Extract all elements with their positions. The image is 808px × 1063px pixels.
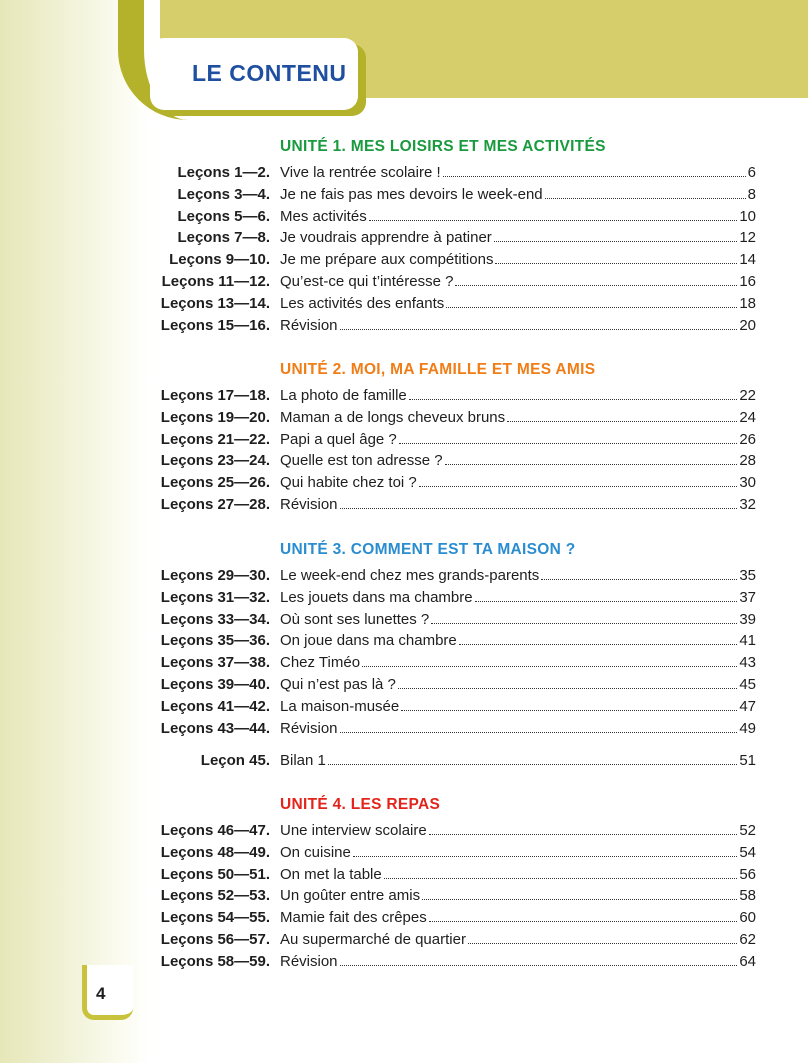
toc-entry bbox=[280, 752, 756, 769]
toc-entry bbox=[280, 164, 756, 181]
lesson-title: Qu’est-ce qui t’intéresse ? bbox=[280, 273, 454, 290]
lesson-title: Quelle est ton adresse ? bbox=[280, 452, 443, 469]
lesson-title: On met la table bbox=[280, 866, 382, 883]
toc-entry bbox=[280, 822, 756, 839]
dot-leader bbox=[446, 307, 737, 308]
lesson-title: Maman a de longs cheveux bruns bbox=[280, 409, 506, 426]
lesson-title: Papi a quel âge ? bbox=[280, 431, 397, 448]
toc-row[interactable] bbox=[0, 387, 808, 409]
lesson-number: Leçons 11—12. bbox=[161, 273, 270, 290]
dot-leader bbox=[362, 666, 737, 667]
page-ref: 43 bbox=[739, 654, 756, 671]
dot-leader bbox=[340, 508, 738, 509]
lesson-title: Je me prépare aux compétitions bbox=[280, 251, 494, 268]
toc-entry bbox=[280, 409, 756, 426]
lesson-number: Leçons 58—59. bbox=[160, 953, 270, 970]
lesson-number: Leçons 27—28. bbox=[160, 496, 270, 513]
toc-row[interactable] bbox=[0, 822, 808, 844]
toc-entry bbox=[280, 589, 756, 606]
lesson-title: On cuisine bbox=[280, 844, 351, 861]
lesson-number: Leçons 52—53. bbox=[160, 887, 270, 904]
toc-entry bbox=[280, 611, 756, 628]
dot-leader bbox=[340, 329, 738, 330]
page-ref: 45 bbox=[739, 676, 756, 693]
page-ref: 51 bbox=[739, 752, 756, 769]
toc-row[interactable] bbox=[0, 752, 808, 774]
lesson-number: Leçons 19—20. bbox=[160, 409, 270, 426]
lesson-number: Leçons 50—51. bbox=[160, 866, 270, 883]
lesson-title: Mes activités bbox=[280, 208, 367, 225]
dot-leader bbox=[401, 710, 737, 711]
dot-leader bbox=[545, 198, 746, 199]
lesson-title: Le week-end chez mes grands-parents bbox=[280, 567, 540, 584]
page-title: LE CONTENU bbox=[192, 60, 347, 86]
page-ref: 30 bbox=[739, 474, 756, 491]
page-ref: 54 bbox=[739, 844, 756, 861]
dot-leader bbox=[340, 965, 738, 966]
toc-row[interactable] bbox=[0, 632, 808, 654]
lesson-number: Leçons 54—55. bbox=[160, 909, 270, 926]
lesson-number: Leçons 23—24. bbox=[160, 452, 270, 469]
page-ref: 6 bbox=[747, 164, 756, 181]
page-ref: 62 bbox=[739, 931, 756, 948]
dot-leader bbox=[353, 856, 737, 857]
unit-title: UNITÉ 3. COMMENT EST TA MAISON ? bbox=[280, 541, 576, 558]
toc-entry bbox=[280, 720, 756, 737]
toc-entry bbox=[280, 295, 756, 312]
dot-leader bbox=[409, 399, 738, 400]
lesson-number: Leçons 21—22. bbox=[160, 431, 270, 448]
toc-row[interactable] bbox=[0, 931, 808, 953]
dot-leader bbox=[455, 285, 737, 286]
lesson-number: Leçons 46—47. bbox=[160, 822, 270, 839]
lesson-number: Leçons 17—18. bbox=[160, 387, 270, 404]
toc-entry bbox=[280, 317, 756, 334]
page-ref: 39 bbox=[739, 611, 756, 628]
lesson-number: Leçons 7—8. bbox=[177, 229, 270, 246]
page-ref: 32 bbox=[739, 496, 756, 513]
toc-entry bbox=[280, 909, 756, 926]
page-ref: 49 bbox=[739, 720, 756, 737]
lesson-title: Révision bbox=[280, 720, 338, 737]
lesson-title: Révision bbox=[280, 496, 338, 513]
lesson-number: Leçons 35—36. bbox=[160, 632, 270, 649]
page-ref: 35 bbox=[739, 567, 756, 584]
toc-row[interactable] bbox=[0, 676, 808, 698]
page-ref: 16 bbox=[739, 273, 756, 290]
dot-leader bbox=[431, 623, 737, 624]
lesson-number: Leçons 48—49. bbox=[160, 844, 270, 861]
toc-entry bbox=[280, 186, 756, 203]
lesson-title: Mamie fait des crêpes bbox=[280, 909, 427, 926]
lesson-number: Leçons 56—57. bbox=[160, 931, 270, 948]
lesson-title: Un goûter entre amis bbox=[280, 887, 421, 904]
toc-entry bbox=[280, 496, 756, 513]
dot-leader bbox=[507, 421, 737, 422]
toc-row[interactable] bbox=[0, 474, 808, 496]
dot-leader bbox=[369, 220, 738, 221]
page-ref: 60 bbox=[739, 909, 756, 926]
toc-row[interactable] bbox=[0, 452, 808, 474]
page-ref: 58 bbox=[739, 887, 756, 904]
lesson-number: Leçons 37—38. bbox=[160, 654, 270, 671]
page-ref: 26 bbox=[739, 431, 756, 448]
lesson-number: Leçons 15—16. bbox=[160, 317, 270, 334]
page-ref: 10 bbox=[739, 208, 756, 225]
lesson-number: Leçons 9—10. bbox=[169, 251, 270, 268]
toc-entry bbox=[280, 229, 756, 246]
lesson-number: Leçons 1—2. bbox=[177, 164, 270, 181]
toc-row[interactable] bbox=[0, 698, 808, 720]
lesson-title: Révision bbox=[280, 317, 338, 334]
lesson-number: Leçon 45. bbox=[200, 752, 270, 769]
toc-row[interactable] bbox=[0, 720, 808, 742]
lesson-title: La photo de famille bbox=[280, 387, 407, 404]
dot-leader bbox=[340, 732, 738, 733]
page-ref: 56 bbox=[739, 866, 756, 883]
lesson-number: Leçons 43—44. bbox=[160, 720, 270, 737]
toc-entry bbox=[280, 387, 756, 404]
toc-row[interactable] bbox=[0, 208, 808, 230]
page-ref: 41 bbox=[739, 632, 756, 649]
page-ref: 8 bbox=[747, 186, 756, 203]
toc-entry bbox=[280, 474, 756, 491]
page-ref: 52 bbox=[739, 822, 756, 839]
dot-leader bbox=[468, 943, 737, 944]
toc-entry bbox=[280, 931, 756, 948]
lesson-number: Leçons 5—6. bbox=[177, 208, 270, 225]
dot-leader bbox=[495, 263, 737, 264]
unit-title: UNITÉ 2. MOI, MA FAMILLE ET MES AMIS bbox=[280, 361, 596, 378]
toc-entry bbox=[280, 654, 756, 671]
toc-entry bbox=[280, 698, 756, 715]
dot-leader bbox=[399, 443, 738, 444]
dot-leader bbox=[384, 878, 738, 879]
toc-row[interactable] bbox=[0, 409, 808, 431]
unit-title: UNITÉ 4. LES REPAS bbox=[280, 796, 441, 813]
toc-entry bbox=[280, 452, 756, 469]
lesson-number: Leçons 31—32. bbox=[160, 589, 270, 606]
dot-leader bbox=[429, 834, 738, 835]
dot-leader bbox=[475, 601, 738, 602]
page-ref: 24 bbox=[739, 409, 756, 426]
page-ref: 37 bbox=[739, 589, 756, 606]
toc-entry bbox=[280, 866, 756, 883]
toc-entry bbox=[280, 632, 756, 649]
lesson-title: Je voudrais apprendre à patiner bbox=[280, 229, 492, 246]
page-ref: 18 bbox=[739, 295, 756, 312]
toc-row[interactable] bbox=[0, 909, 808, 931]
lesson-number: Leçons 13—14. bbox=[160, 295, 270, 312]
lesson-title: On joue dans ma chambre bbox=[280, 632, 457, 649]
toc-entry bbox=[280, 208, 756, 225]
toc-row[interactable] bbox=[0, 229, 808, 251]
lesson-number: Leçons 41—42. bbox=[160, 698, 270, 715]
dot-leader bbox=[494, 241, 738, 242]
page-ref: 14 bbox=[739, 251, 756, 268]
toc-row[interactable] bbox=[0, 273, 808, 295]
dot-leader bbox=[328, 764, 737, 765]
lesson-title: Une interview scolaire bbox=[280, 822, 427, 839]
dot-leader bbox=[445, 464, 738, 465]
lesson-number: Leçons 29—30. bbox=[160, 567, 270, 584]
lesson-title: La maison-musée bbox=[280, 698, 400, 715]
dot-leader bbox=[429, 921, 738, 922]
dot-leader bbox=[419, 486, 738, 487]
page-ref: 22 bbox=[739, 387, 756, 404]
toc-entry bbox=[280, 676, 756, 693]
toc-entry bbox=[280, 887, 756, 904]
toc-row[interactable] bbox=[0, 496, 808, 518]
toc-row[interactable] bbox=[0, 164, 808, 186]
toc-row[interactable] bbox=[0, 844, 808, 866]
lesson-number: Leçons 39—40. bbox=[160, 676, 270, 693]
lesson-title: Qui habite chez toi ? bbox=[280, 474, 417, 491]
lesson-title: Vive la rentrée scolaire ! bbox=[280, 164, 441, 181]
toc-entry bbox=[280, 953, 756, 970]
toc-row[interactable] bbox=[0, 611, 808, 633]
toc-row[interactable] bbox=[0, 567, 808, 589]
toc-row[interactable] bbox=[0, 654, 808, 676]
lesson-title: Révision bbox=[280, 953, 338, 970]
page-number-tab bbox=[82, 965, 133, 1020]
toc-row[interactable] bbox=[0, 251, 808, 273]
lesson-title: Bilan 1 bbox=[280, 752, 326, 769]
page-ref: 64 bbox=[739, 953, 756, 970]
toc-row[interactable] bbox=[0, 887, 808, 909]
lesson-number: Leçons 3—4. bbox=[177, 186, 270, 203]
lesson-number: Leçons 33—34. bbox=[160, 611, 270, 628]
page-ref: 20 bbox=[739, 317, 756, 334]
unit-title: UNITÉ 1. MES LOISIRS ET MES ACTIVITÉS bbox=[280, 138, 606, 155]
toc-row[interactable] bbox=[0, 317, 808, 339]
lesson-title: Au supermarché de quartier bbox=[280, 931, 466, 948]
lesson-title: Qui n’est pas là ? bbox=[280, 676, 396, 693]
toc-entry bbox=[280, 567, 756, 584]
toc-entry bbox=[280, 844, 756, 861]
toc-entry bbox=[280, 251, 756, 268]
toc-entry bbox=[280, 431, 756, 448]
page-number: 4 bbox=[96, 984, 106, 1003]
dot-leader bbox=[422, 899, 737, 900]
lesson-title: Je ne fais pas mes devoirs le week-end bbox=[280, 186, 543, 203]
toc-entry bbox=[280, 273, 756, 290]
lesson-title: Les jouets dans ma chambre bbox=[280, 589, 473, 606]
dot-leader bbox=[541, 579, 737, 580]
lesson-title: Chez Timéo bbox=[280, 654, 361, 671]
toc-row[interactable] bbox=[0, 431, 808, 453]
toc-row[interactable] bbox=[0, 186, 808, 208]
dot-leader bbox=[398, 688, 737, 689]
toc-row[interactable] bbox=[0, 589, 808, 611]
lesson-title: Où sont ses lunettes ? bbox=[280, 611, 430, 628]
lesson-title: Les activités des enfants bbox=[280, 295, 445, 312]
dot-leader bbox=[443, 176, 746, 177]
page-ref: 47 bbox=[739, 698, 756, 715]
page-ref: 28 bbox=[739, 452, 756, 469]
page-ref: 12 bbox=[739, 229, 756, 246]
toc-row[interactable] bbox=[0, 295, 808, 317]
lesson-number: Leçons 25—26. bbox=[160, 474, 270, 491]
toc-row[interactable] bbox=[0, 866, 808, 888]
dot-leader bbox=[459, 644, 738, 645]
